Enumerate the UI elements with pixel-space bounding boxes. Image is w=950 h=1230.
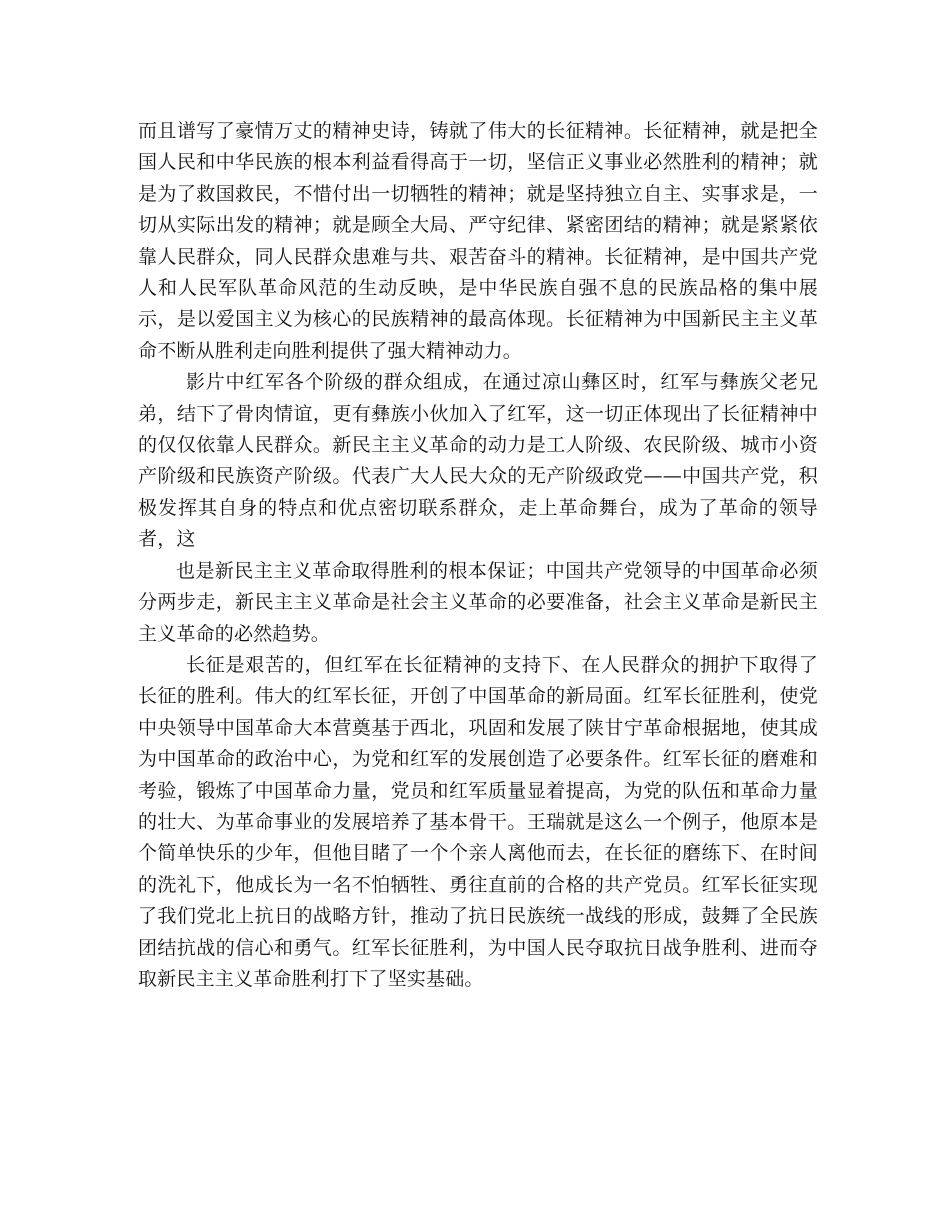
- paragraph-1: 而且谱写了豪情万丈的精神史诗，铸就了伟大的长征精神。长征精神，就是把全国人民和中华民族的根本利益看得高于一切，坚信正义事业必然胜利的精神；就是为了救国救民，不惜付出一切牺牲的精神；就是坚持独立自主、实事求是，一切从实际出发的精神；就是顾全大局、严守纪律、紧密团结的精神；就是紧紧依靠人民群众，同人民群众患难与共、艰苦奋斗的精神。长征精神，是中国共产党人和人民军队革命风范的生动反映，是中华民族自强不息的民族品格的集中展示，是以爱国主义为核心的民族精神的最高体现。长征精神为中国新民主主义革命不断从胜利走向胜利提供了强大精神动力。: [138, 120, 818, 362]
- paragraph-4: 长征是艰苦的，但红军在长征精神的支持下、在人民群众的拥护下取得了长征的胜利。伟大的红军长征，开创了中国革命的新局面。红军长征胜利，使党中央领导中国革命大本营奠基于西北，巩固和发展了陕甘宁革命根据地，使其成为中国革命的政治中心，为党和红军的发展创造了必要条件。红军长征的磨难和考验，锻炼了中国革命力量，党员和红军质量显着提高，为党的队伍和革命力量的壮大、为革命事业的发展培养了基本骨干。王瑞就是这么一个例子，他原本是个简单快乐的少年，但他目睹了一个个亲人离他而去，在长征的磨练下、在时间的洗礼下，他成长为一名不怕牺牲、勇往直前的合格的共产党员。红军长征实现了我们党北上抗日的战略方针，推动了抗日民族统一战线的形成，鼓舞了全民族团结抗战的信心和勇气。红军长征胜利，为中国人民夺取抗日战争胜利、进而夺取新民主主义革命胜利打下了坚实基础。: [138, 653, 818, 990]
- paragraph-3: 也是新民主主义革命取得胜利的根本保证；中国共产党领导的中国革命必须分两步走，新民主主义革命是社会主义革命的必要准备，社会主义革命是新民主主义革命的必然趋势。: [138, 559, 818, 645]
- paragraph-2: 影片中红军各个阶级的群众组成，在通过凉山彝区时，红军与彝族父老兄弟，结下了骨肉情谊，更有彝族小伙加入了红军，这一切正体现出了长征精神中的仅仅依靠人民群众。新民主主义革命的动力是工人阶级、农民阶级、城市小资产阶级和民族资产阶级。代表广大人民大众的无产阶级政党——中国共产党，积极发挥其自身的特点和优点密切联系群众，走上革命舞台，成为了革命的领导者，这: [138, 371, 818, 551]
- document-body: [138, 116, 818, 995]
